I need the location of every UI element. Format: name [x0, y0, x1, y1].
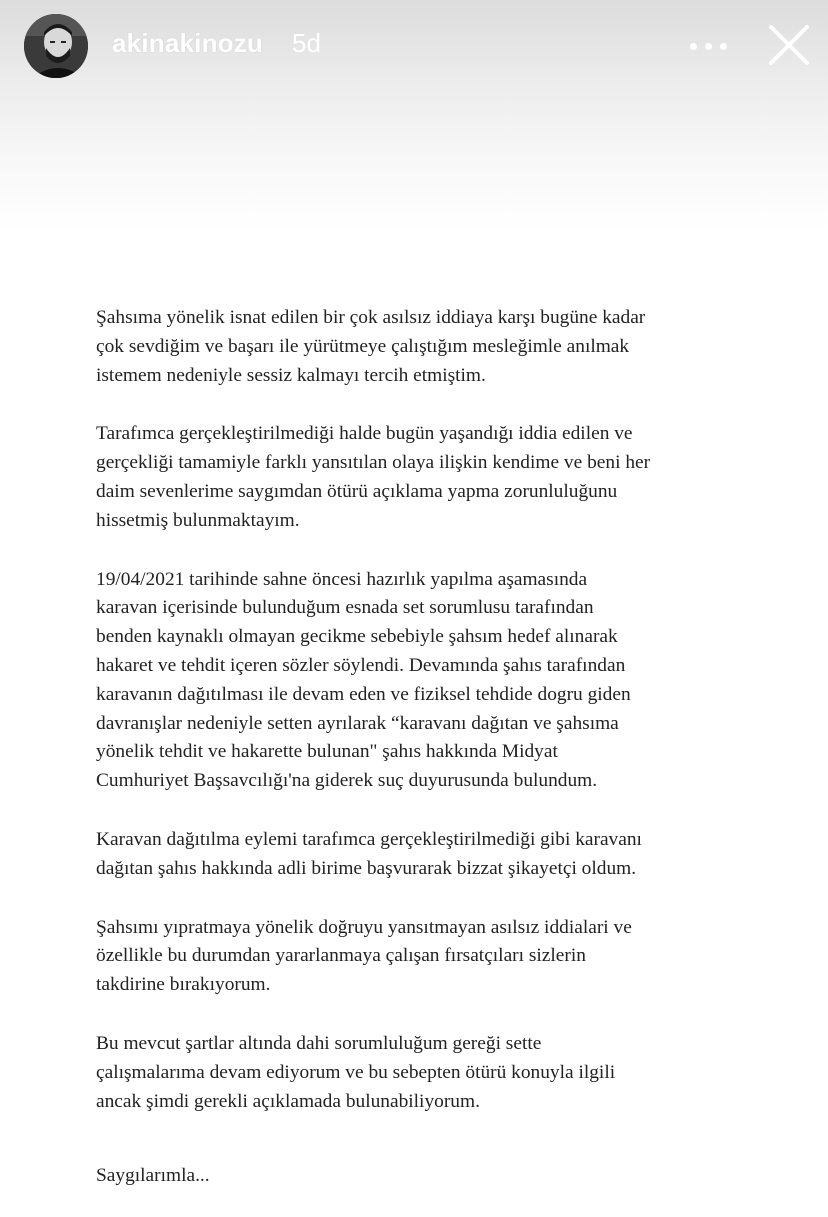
more-options-button[interactable]: [684, 26, 732, 66]
more-horizontal-icon: [690, 43, 697, 50]
statement-signoff: Saygılarımla...: [96, 1165, 210, 1186]
more-horizontal-icon: [705, 43, 712, 50]
more-horizontal-icon: [720, 43, 727, 50]
username[interactable]: akinakinozu: [112, 28, 264, 58]
profile-photo-icon: [24, 14, 88, 78]
statement-body: [96, 304, 756, 1146]
statement-paragraph: Karavan dağıtılma eylemi tarafımca gerçekleştirilmediği gibi karavanı dağıtan şahıs hakkında adli birime başvurarak bizzat şikayetçi oldum.: [96, 828, 642, 879]
story-timestamp: 5d: [292, 28, 321, 58]
story-header: [0, 0, 828, 92]
statement-paragraph: Şahsıma yönelik isnat edilen bir çok asılsız iddiaya karşı bugüne kadar çok sevdiğim ve başarı ile yürütmeye çalıştığım mesleğimle anılmak istemem nedeniyle sessiz kalmayı tercih etmiştim.: [96, 307, 646, 386]
statement-paragraph: Şahsımı yıpratmaya yönelik doğruyu yansıtmayan asılsız iddialari ve özellikle bu durumdan yararlanmaya çalışan fırsatçıları sizlerin takdirine bırakıyorum.: [96, 916, 632, 996]
close-icon: [764, 20, 814, 70]
statement-paragraph: Tarafımca gerçekleştirilmediği halde bugün yaşandığı iddia edilen ve gerçekliği tamamiyle farklı yansıtılan olaya ilişkin kendime ve beni her daim sevenlerime saygımdan ötürü açıklama yapma zorunluluğunu hissetmiş bulunmaktayım.: [96, 423, 651, 531]
statement-paragraph: Bu mevcut şartlar altında dahi sorumluluğum gereği sette çalışmalarıma devam ediyorum ve bu sebepten ötürü konuyla ilgili ancak şimdi gerekli açıklamada bulunabiliyorum.: [96, 1032, 616, 1112]
statement-paragraph: 19/04/2021 tarihinde sahne öncesi hazırlık yapılma aşamasında karavan içerisinde bulunduğum esnada set sorumlusu tarafından benden kaynaklı olmayan gecikme sebebiyle şahsım hedef alınarak hakaret ve tehdit içeren sözler söylendi. Devamında şahıs tarafından karavanın dağıtılması ile devam eden ve fiziksel tehdide dogru giden davranışlar nedeniyle setten ayrılarak “karavanı dağıtan ve şahsıma yönelik tehdit ve hakarette bulunan" şahıs hakkında Midyat Cumhuriyet Başsavcılığı'na giderek suç duyurusunda bulundum.: [96, 568, 631, 792]
close-button[interactable]: [764, 20, 814, 70]
avatar[interactable]: [24, 14, 88, 78]
